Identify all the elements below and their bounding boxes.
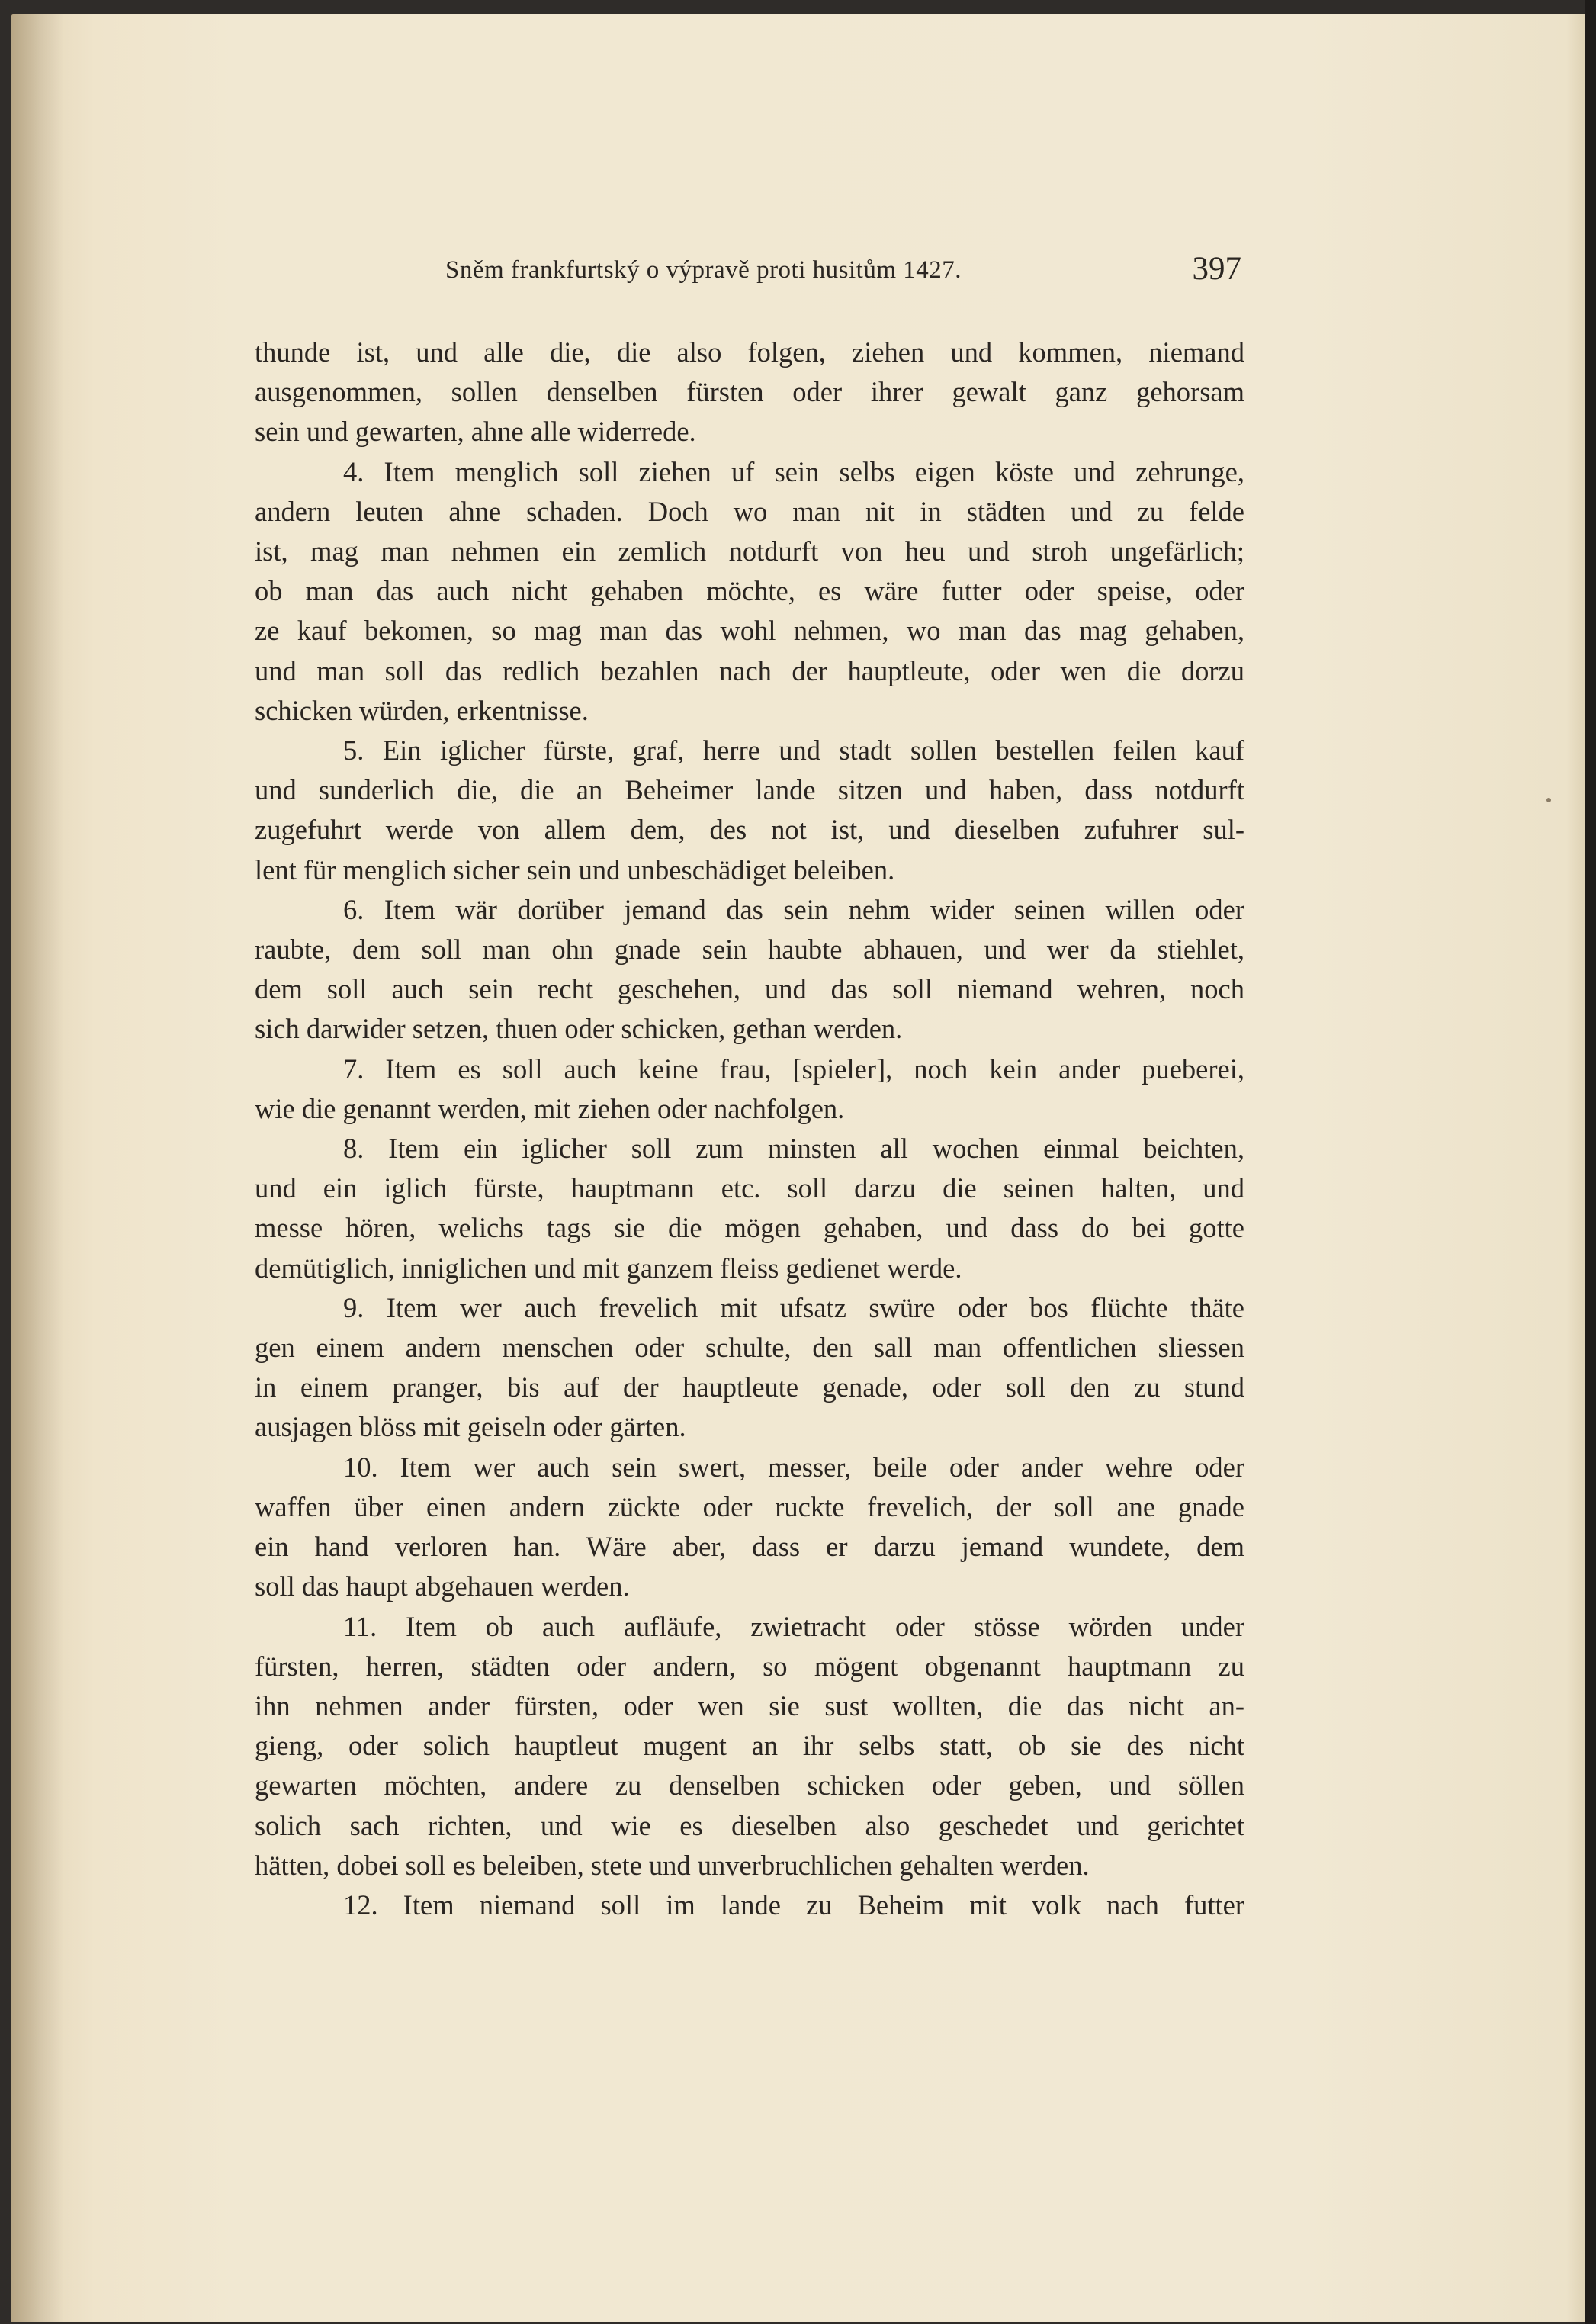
text-line: demütiglich, inniglichen und mit ganzem fleiss gedienet werde. [255, 1252, 962, 1284]
text-line: hätten, dobei soll es beleiben, stete und unverbruchlichen gehalten werden. [255, 1849, 1090, 1881]
running-header [255, 250, 1244, 296]
text-line: ausjagen blöss mit geiseln oder gärten. [255, 1411, 686, 1443]
text-line: in einem pranger, bis auf der hauptleute genade, oder soll den zu stund [255, 1371, 1244, 1403]
paragraph [255, 731, 1244, 890]
text-line: ob man das auch nicht gehaben möchte, es wäre futter oder speise, oder [255, 575, 1244, 607]
text-line: solich sach richten, und wie es dieselben also geschedet und gerichtet [255, 1809, 1244, 1841]
text-line: 12. Item niemand soll im lande zu Beheim mit volk nach futter [343, 1888, 1244, 1921]
text-line: messe hören, welichs tags sie die mögen gehaben, und dass do bei gotte [255, 1212, 1244, 1244]
text-line: andern leuten ahne schaden. Doch wo man nit in städten und zu felde [255, 495, 1244, 527]
text-line: 11. Item ob auch aufläufe, zwietracht oder stösse wörden under [343, 1610, 1244, 1642]
text-line: gen einem andern menschen oder schulte, den sall man offentlichen sliessen [255, 1332, 1244, 1364]
running-title: Sněm frankfurtský o výpravě proti husitům 1427. [445, 256, 962, 284]
paragraph [255, 890, 1244, 1049]
text-line: gewarten möchten, andere zu denselben schicken oder geben, und söllen [255, 1770, 1244, 1802]
paragraph [255, 333, 1244, 452]
text-line: ze kauf bekomen, so mag man das wohl nehmen, wo man das mag gehaben, [255, 615, 1244, 647]
text-line: sich darwider setzen, thuen oder schicken, gethan werden. [255, 1013, 903, 1045]
paragraph [255, 1288, 1244, 1448]
text-line: ist, mag man nehmen ein zemlich notdurft von heu und stroh ungefärlich; [255, 535, 1244, 567]
text-line: dem soll auch sein recht geschehen, und das soll niemand wehren, noch [255, 973, 1244, 1005]
paragraph [255, 1448, 1244, 1607]
paragraph [255, 1607, 1244, 1885]
text-line: 4. Item menglich soll ziehen uf sein selbs eigen köste und zehrunge, [343, 455, 1244, 487]
text-line: und ein iglich fürste, hauptmann etc. soll darzu die seinen halten, und [255, 1172, 1244, 1204]
text-line: ausgenommen, sollen denselben fürsten oder ihrer gewalt ganz gehorsam [255, 376, 1244, 408]
text-line: 5. Ein iglicher fürste, graf, herre und stadt sollen bestellen feilen kauf [343, 734, 1244, 767]
scan-edge [1585, 0, 1596, 2324]
paragraph [255, 1049, 1244, 1129]
text-line: schicken würden, erkentnisse. [255, 694, 589, 726]
text-line: ihn nehmen ander fürsten, oder wen sie sust wollten, die das nicht an- [255, 1689, 1244, 1721]
text-line: 9. Item wer auch frevelich mit ufsatz swüre oder bos flüchte thäte [343, 1291, 1244, 1323]
body-text [255, 333, 1244, 1925]
text-line: thunde ist, und alle die, die also folgen, ziehen und kommen, niemand [255, 336, 1244, 368]
text-line: waffen über einen andern zückte oder ruckte frevelich, der soll ane gnade [255, 1490, 1244, 1522]
text-line: fürsten, herren, städten oder andern, so mögent obgenannt hauptmann zu [255, 1650, 1244, 1682]
text-line: soll das haupt abgehauen werden. [255, 1570, 630, 1602]
text-line: 7. Item es soll auch keine frau, [spieler], noch kein ander pueberei, [343, 1053, 1244, 1085]
text-line: und man soll das redlich bezahlen nach der hauptleute, oder wen die dorzu [255, 654, 1244, 686]
text-line: zugefuhrt werde von allem dem, des not ist, und dieselben zufuhrer sul- [255, 814, 1244, 846]
gutter-shadow [11, 14, 64, 2322]
text-line: 10. Item wer auch sein swert, messer, beile oder ander wehre oder [343, 1451, 1244, 1483]
text-line: sein und gewarten, ahne alle widerrede. [255, 416, 696, 448]
text-line: 8. Item ein iglicher soll zum minsten all wochen einmal beichten, [343, 1133, 1244, 1165]
text-line: 6. Item wär dorüber jemand das sein nehm wider seinen willen oder [343, 893, 1244, 925]
text-line: wie die genannt werden, mit ziehen oder nachfolgen. [255, 1092, 845, 1124]
text-line: ein hand verloren han. Wäre aber, dass er darzu jemand wundete, dem [255, 1531, 1244, 1563]
page-number: 397 [1192, 251, 1241, 287]
text-line: lent für menglich sicher sein und unbeschädiget beleiben. [255, 853, 895, 886]
paragraph [255, 1885, 1244, 1925]
text-line: und sunderlich die, die an Beheimer lande sitzen und haben, dass notdurft [255, 774, 1244, 806]
text-line: raubte, dem soll man ohn gnade sein haubte abhauen, und wer da stiehlet, [255, 934, 1244, 966]
paragraph [255, 452, 1244, 731]
paragraph [255, 1129, 1244, 1288]
text-line: gieng, oder solich hauptleut mugent an ihr selbs statt, ob sie des nicht [255, 1730, 1244, 1762]
paper-speck [1546, 798, 1551, 802]
